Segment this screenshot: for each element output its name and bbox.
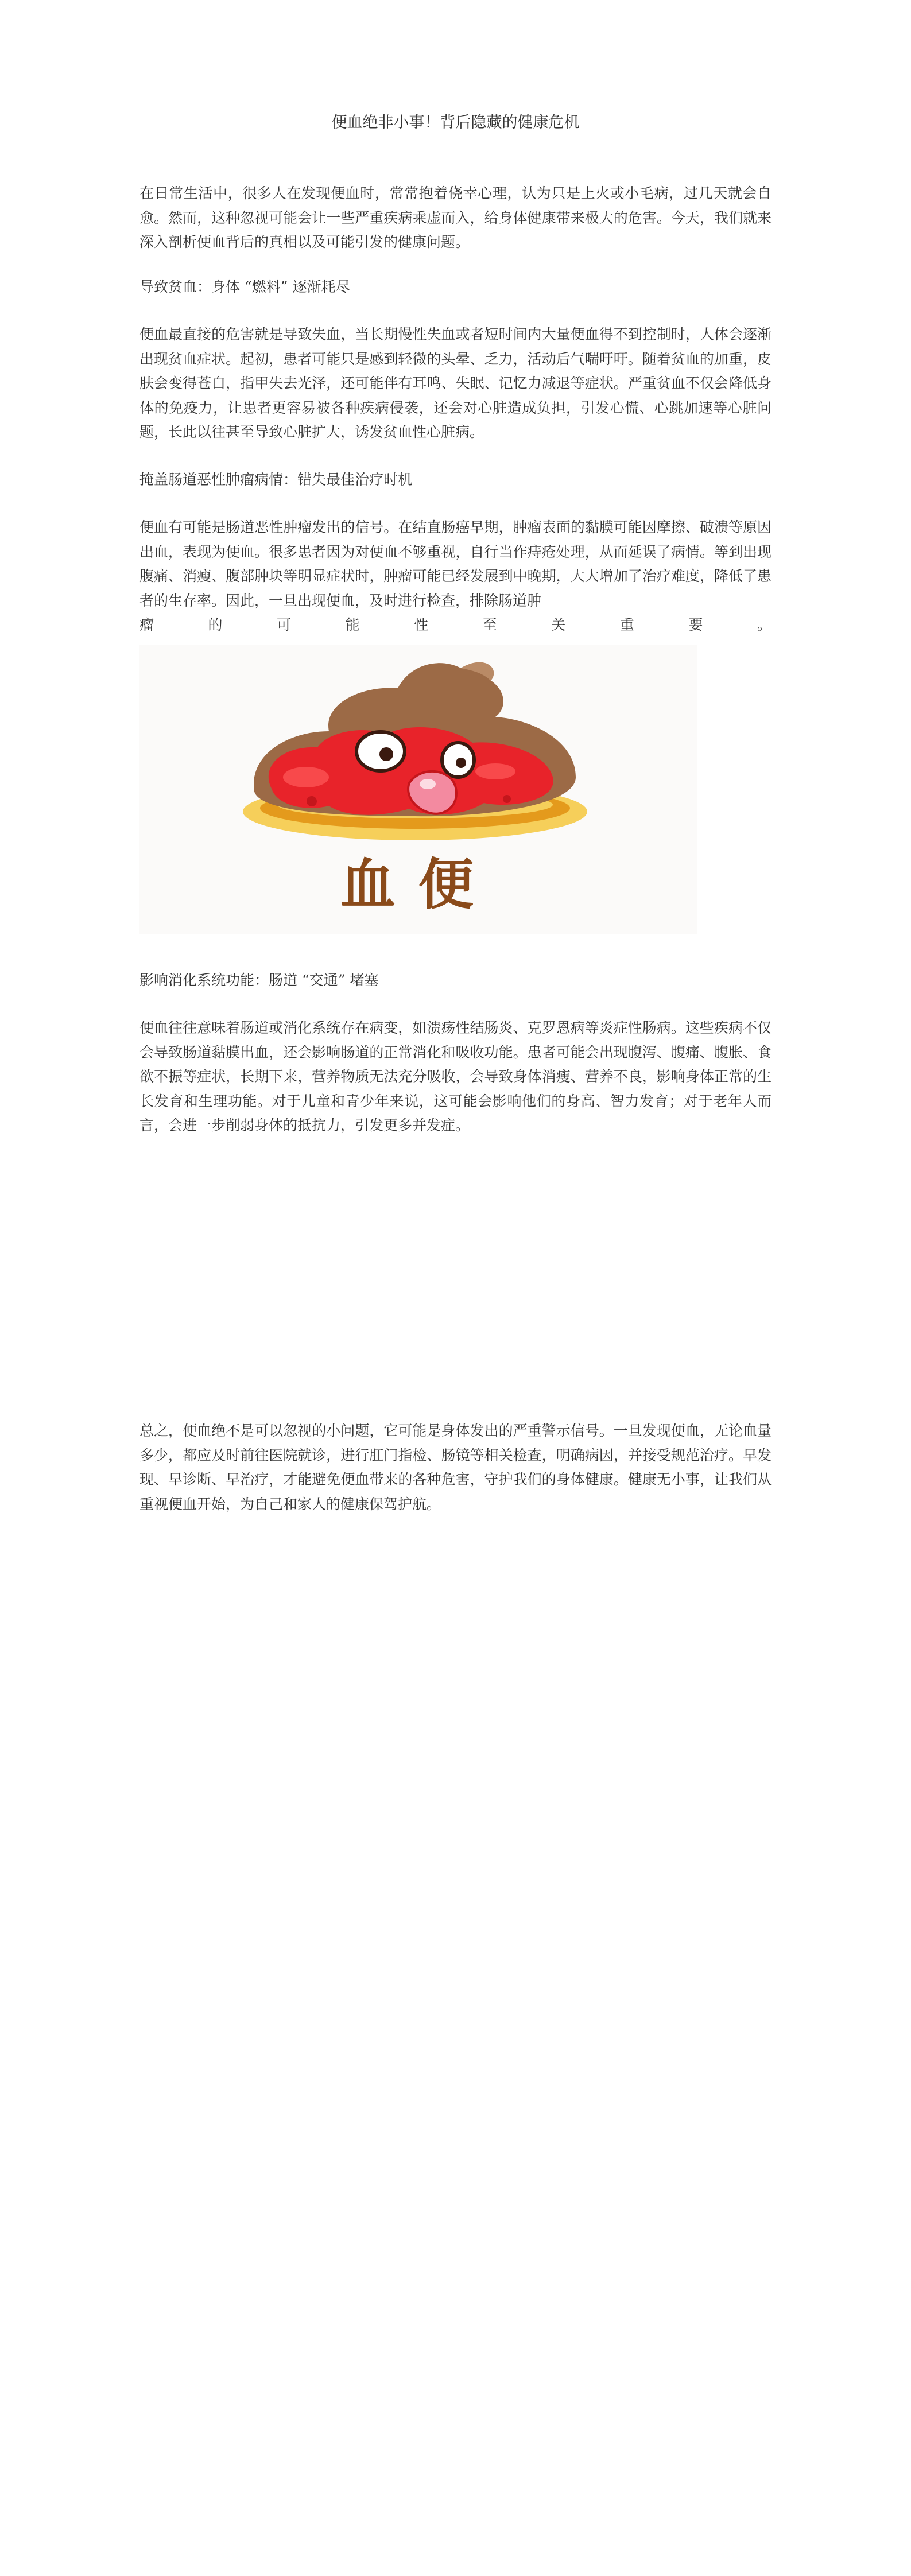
section-body-anemia: 便血最直接的危害就是导致失血，当长期慢性失血或者短时间内大量便血得不到控制时，人体会逐渐出现贫血症状。起初，患者可能只是感到轻微的头晕、乏力，活动后气喘吁吁。随着贫血的加重，皮肤会变得苍白，指甲失去光泽，还可能伴有耳鸣、失眠、记忆力减退等症状。严重贫血不仅会降低身体的免疫力，让患者更容易被各种疾病侵袭，还会对心脏造成负担，引发心慌、心跳加速等心脏问题，长此以往甚至导致心脏扩大，诱发贫血性心脏病。 — [139, 326, 772, 440]
blood-stool-illustration — [139, 645, 697, 934]
section-heading-anemia: 导致贫血：身体 “燃料” 逐渐耗尽 — [139, 278, 350, 295]
section-body-tumor-tail: 瘤的可能性至关重要。 — [139, 616, 772, 633]
intro-paragraph: 在日常生活中，很多人在发现便血时，常常抱着侥幸心理，认为只是上火或小毛病，过几天就会自愈。然而，这种忽视可能会让一些严重疾病乘虚而入，给身体健康带来极大的危害。今天，我们就来深入剖析便血背后的真相以及可能引发的健康问题。 — [139, 185, 772, 250]
section-body-tumor-main: 便血有可能是肠道恶性肿瘤发出的信号。在结直肠癌早期，肿瘤表面的黏膜可能因摩擦、破溃等原因出血，表现为便血。很多患者因为对便血不够重视，自行当作痔疮处理，从而延误了病情。等到出现腹痛、消瘦、腹部肿块等明显症状时，肿瘤可能已经发展到中晚期，大大增加了治疗难度，降低了患者的生存率。因此，一旦出现便血，及时进行检查，排除肠道肿 — [139, 519, 772, 609]
section-body-tumor — [139, 515, 772, 613]
conclusion-paragraph: 总之，便血绝不是可以忽视的小问题，它可能是身体发出的严重警示信号。一旦发现便血，无论血量多少，都应及时前往医院就诊，进行肛门指检、肠镜等相关检查，明确病因，并接受规范治疗。早发现、早诊断、早治疗，才能避免便血带来的各种危害，守护我们的身体健康。健康无小事，让我们从重视便血开始，为自己和家人的健康保驾护航。 — [139, 1422, 772, 1512]
section-body-digestion: 便血往往意味着肠道或消化系统存在病变，如溃疡性结肠炎、克罗恩病等炎症性肠病。这些疾病不仅会导致肠道黏膜出血，还会影响肠道的正常消化和吸收功能。患者可能会出现腹泻、腹痛、腹胀、食欲不振等症状，长期下来，营养物质无法充分吸收，会导致身体消瘦、营养不良，影响身体正常的生长发育和生理功能。对于儿童和青少年来说，这可能会影响他们的身高、智力发育；对于老年人而言，会进一步削弱身体的抵抗力，引发更多并发症。 — [139, 1019, 772, 1134]
section-heading-tumor: 掩盖肠道恶性肿瘤病情：错失最佳治疗时机 — [139, 471, 413, 488]
section-heading-digestion: 影响消化系统功能：肠道 “交通” 堵塞 — [139, 972, 379, 988]
page-title: 便血绝非小事！背后隐藏的健康危机 — [331, 114, 580, 131]
figure-caption: 血便 — [340, 852, 497, 917]
